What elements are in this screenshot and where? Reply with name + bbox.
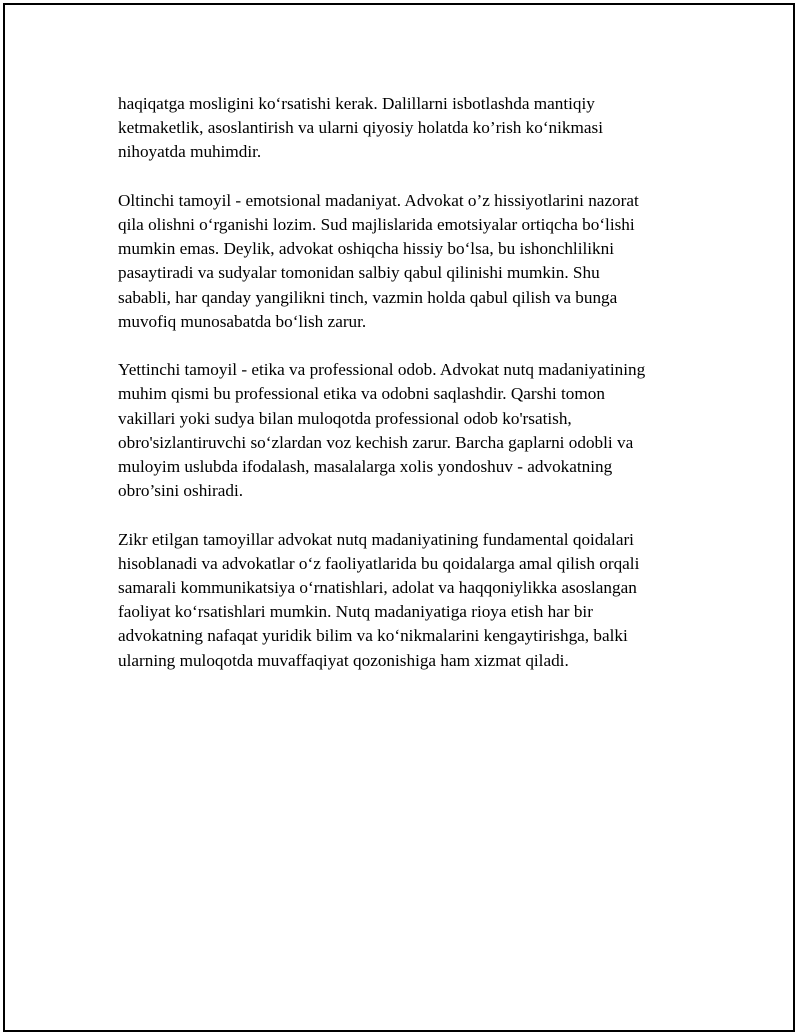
text-line: vakillari yoki sudya bilan muloqotda professional odob ko'rsatish, xyxy=(118,408,572,428)
text-line: obro'sizlantiruvchi so‘zlardan voz kechish zarur. Barcha gaplarni odobli va xyxy=(118,432,634,452)
text-line: hisoblanadi va advokatlar o‘z faoliyatlarida bu qoidalarga amal qilish orqali xyxy=(118,553,640,573)
text-line: pasaytiradi va sudyalar tomonidan salbiy qabul qilinishi mumkin. Shu xyxy=(118,263,600,283)
text-line: advokatning nafaqat yuridik bilim va ko‘nikmalarini kengaytirishga, balki xyxy=(118,626,628,646)
text-line: Zikr etilgan tamoyillar advokat nutq madaniyatining fundamental qoidalari xyxy=(118,529,634,549)
text-line: haqiqatga mosligini ko‘rsatishi kerak. Dalillarni isbotlashda mantiqiy xyxy=(118,94,595,113)
text-line: mumkin emas. Deylik, advokat oshiqcha hissiy bo‘lsa, bu ishonchlilikni xyxy=(118,239,614,259)
document-body xyxy=(118,92,698,697)
text-line: Oltinchi tamoyil - emotsional madaniyat. Advokat o’z hissiyotlarini nazorat xyxy=(118,190,639,210)
paragraph-ethics-etiquette xyxy=(118,358,698,503)
paragraph-conclusion xyxy=(118,528,698,673)
text-line: samarali kommunikatsiya o‘rnatishlari, adolat va haqqoniylikka asoslangan xyxy=(118,578,637,598)
text-line: muhim qismi bu professional etika va odobni saqlashdir. Qarshi tomon xyxy=(118,384,605,404)
text-line: qila olishni o‘rganishi lozim. Sud majlislarida emotsiyalar ortiqcha bo‘lishi xyxy=(118,215,635,234)
text-line: muloyim uslubda ifodalash, masalalarga xolis yondoshuv - advokatning xyxy=(118,457,613,477)
paragraph-emotional-culture xyxy=(118,189,698,334)
text-line: obro’sini oshiradi. xyxy=(118,481,244,501)
text-line: ularning muloqotda muvaffaqiyat qozonishiga ham xizmat qiladi. xyxy=(118,650,569,670)
text-line: Yettinchi tamoyil - etika va professional odob. Advokat nutq madaniyatining xyxy=(118,360,646,380)
text-line: nihoyatda muhimdir. xyxy=(118,142,262,162)
paragraph-evidence-logic xyxy=(118,92,698,165)
text-line: faoliyat ko‘rsatishlari mumkin. Nutq madaniyatiga rioya etish har bir xyxy=(118,602,593,622)
text-line: muvofiq munosabatda bo‘lish zarur. xyxy=(118,311,367,331)
text-line: ketmaketlik, asoslantirish va ularni qiyosiy holatda ko’rish ko‘nikmasi xyxy=(118,118,603,138)
text-line: sababli, har qanday yangilikni tinch, vazmin holda qabul qilish va bunga xyxy=(118,287,618,307)
